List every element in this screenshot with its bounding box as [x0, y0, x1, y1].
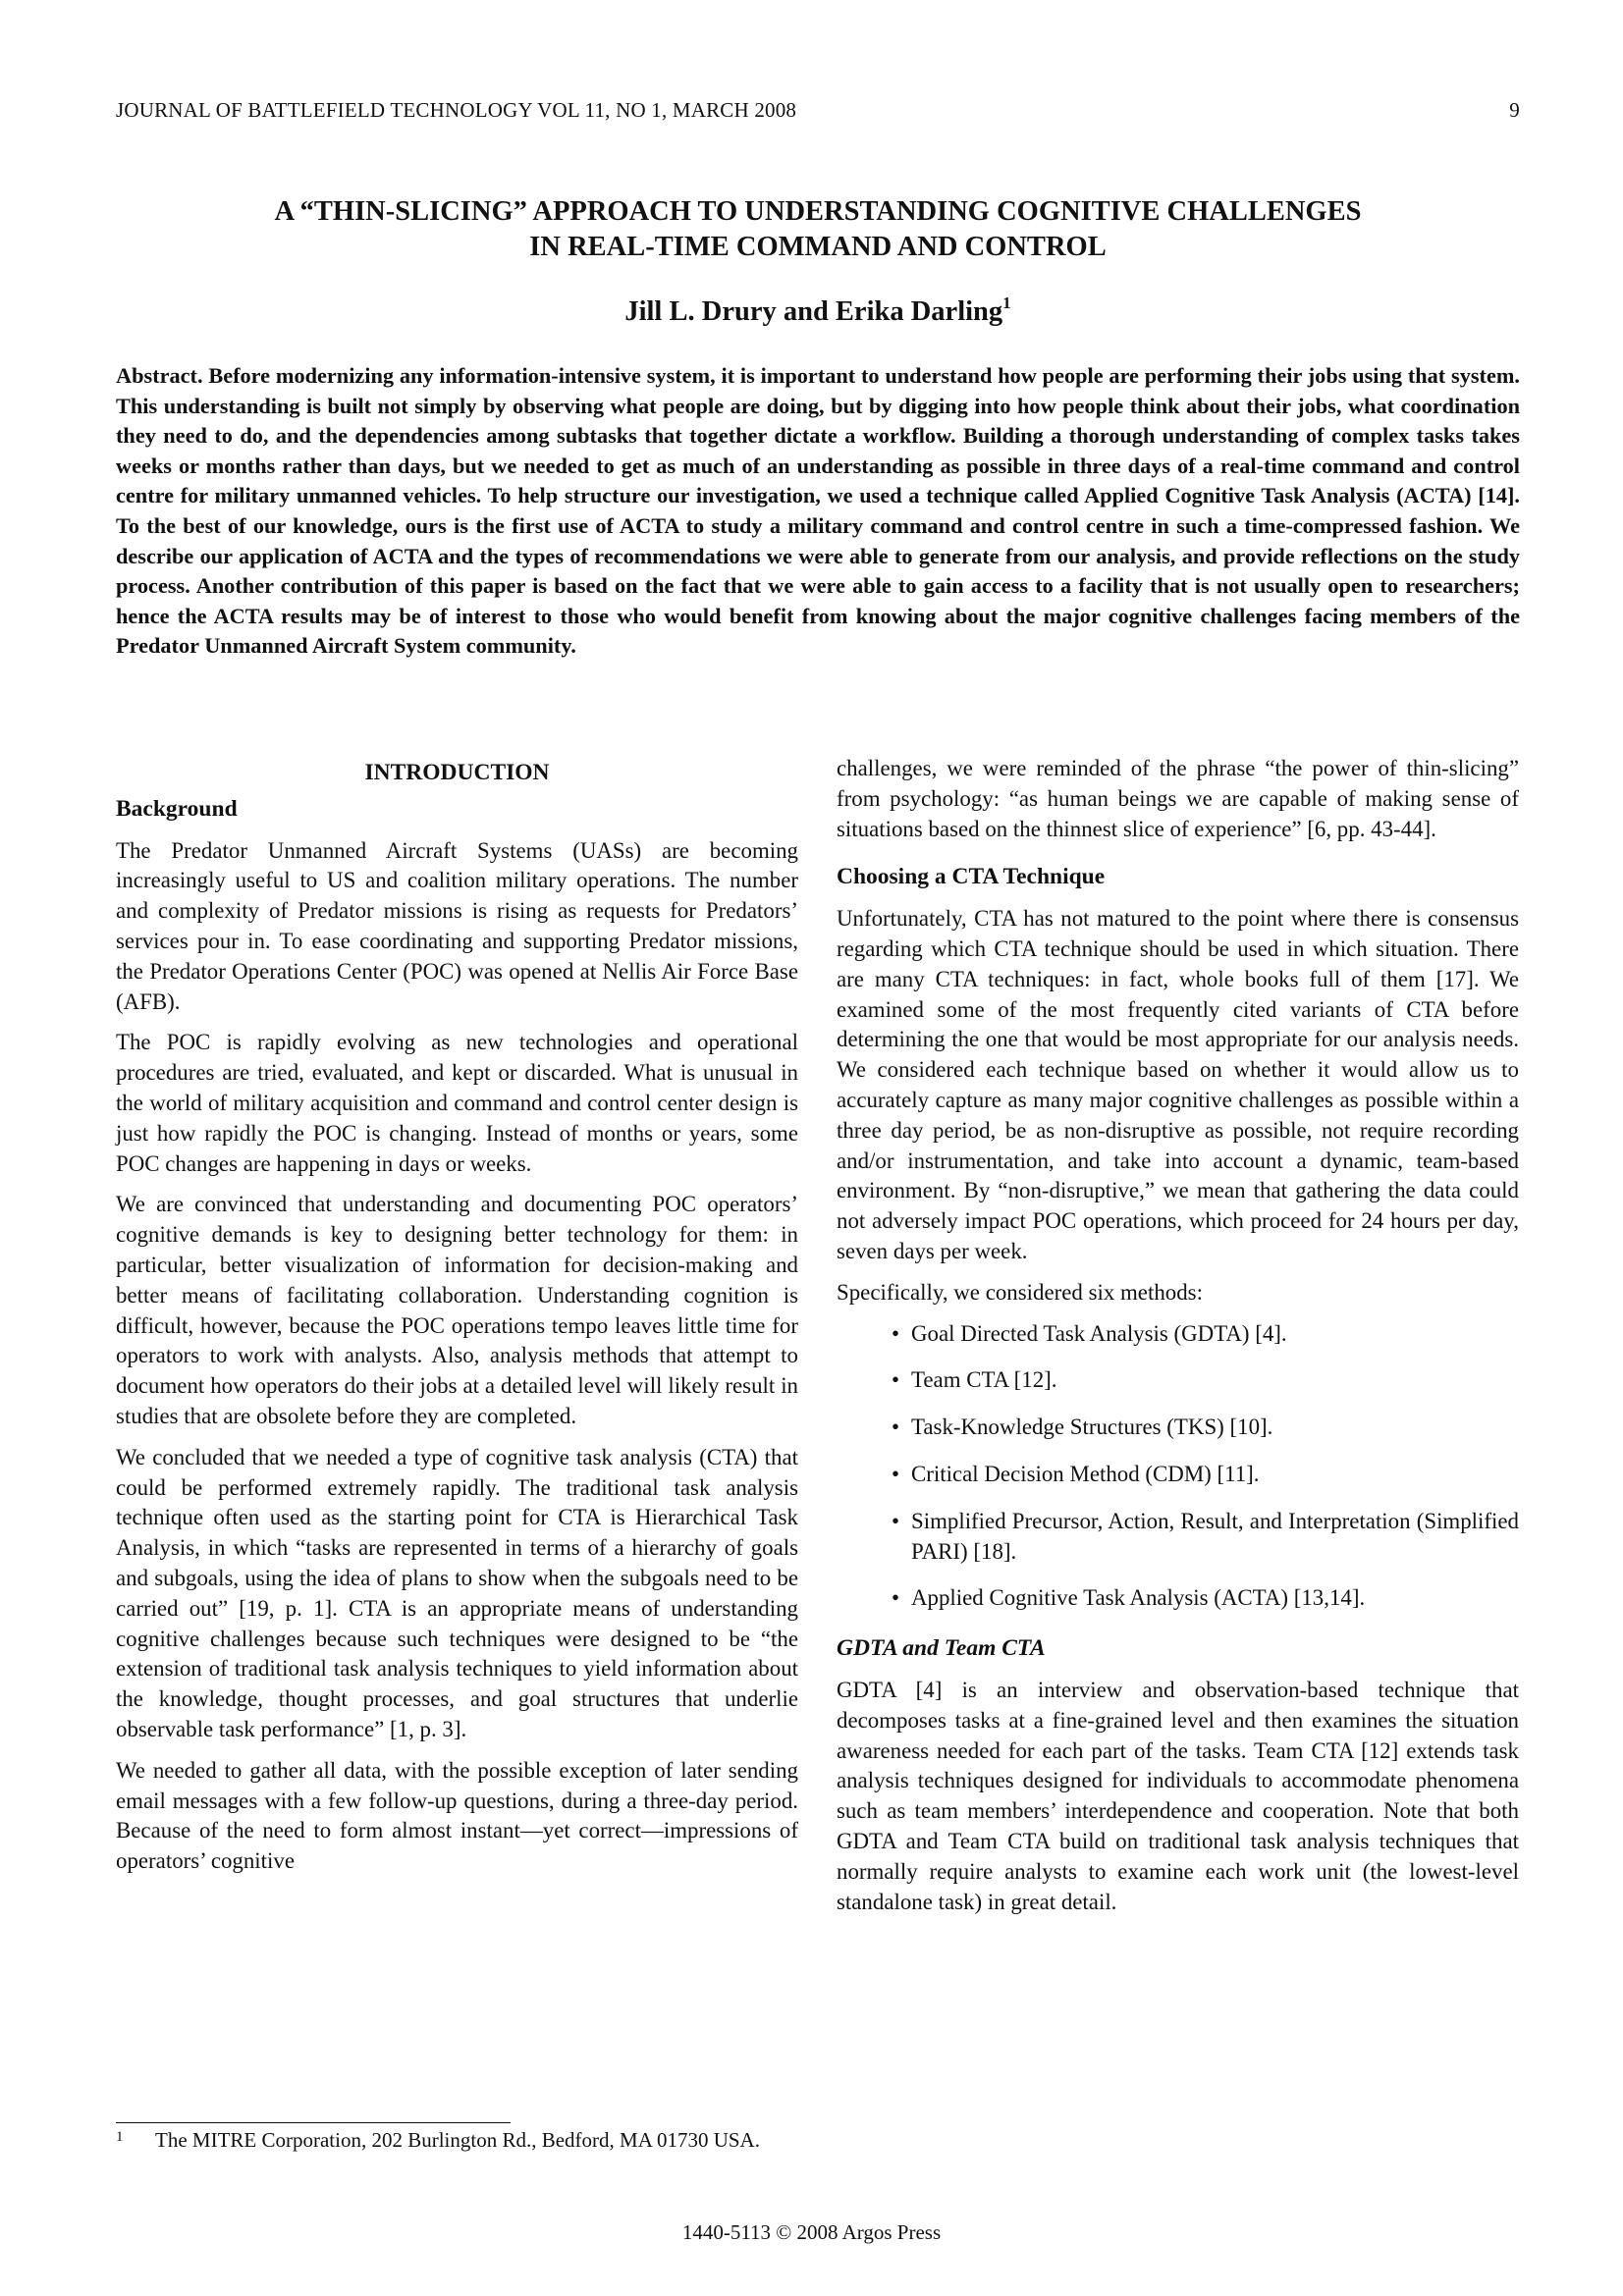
- bullet-icon: •: [892, 1461, 900, 1486]
- method-list: [837, 1319, 1519, 1615]
- journal-name: JOURNAL OF BATTLEFIELD TECHNOLOGY VOL 11, NO 1, MARCH 2008: [116, 98, 797, 122]
- paragraph: We are convinced that understanding and documenting POC operators’ cognitive demands is key to designing better technology for them: in particular, better visualization of information for decision-making and better means of facilitating collaboration. Understanding cognition is difficult, however, because the POC operations tempo leaves little time for operators to work with analysts. Also, analysis methods that attempt to document how operators do their jobs at a detailed level will likely result in studies that are obsolete before they are completed.: [116, 1192, 798, 1428]
- bullet-icon: •: [892, 1320, 900, 1346]
- page-number: 9: [1509, 98, 1520, 122]
- paper-title: [116, 194, 1520, 265]
- paragraph: GDTA [4] is an interview and observation-based technique that decomposes tasks at a fine-grained level and then examines the situation awareness needed for each part of the tasks. Team CTA [12] extends task analysis techniques designed for individuals to accommodate phenomena such as team members’ interdependence and cooperation. Note that both GDTA and Team CTA build on traditional task analysis techniques that normally require analysts to examine each work unit (the lowest-level standalone task) in great detail.: [837, 1677, 1519, 1914]
- list-item: [892, 1365, 1519, 1396]
- list-item: [892, 1319, 1519, 1350]
- author-names: Jill L. Drury and Erika Darling: [624, 296, 1003, 327]
- footnote: [116, 2128, 760, 2153]
- list-item-text: Goal Directed Task Analysis (GDTA) [4].: [911, 1320, 1287, 1346]
- subheading-gdta-team-cta: GDTA and Team CTA: [837, 1635, 1046, 1662]
- left-column: [116, 752, 798, 1888]
- section-heading-introduction: INTRODUCTION: [364, 760, 550, 785]
- bullet-icon: •: [892, 1415, 900, 1440]
- list-item-text: Critical Decision Method (CDM) [11].: [911, 1461, 1260, 1486]
- author-footnote-mark: 1: [1002, 294, 1011, 312]
- paragraph: Specifically, we considered six methods:: [837, 1279, 1203, 1305]
- paragraph: Unfortunately, CTA has not matured to the point where there is consensus regarding which CTA technique should be used in which situation. There are many CTA techniques: in fact, whole books full of them [17]. We examined some of the most frequently cited variants of CTA before determining the one that would be most appropriate for our analysis needs. We considered each technique based on whether it would allow us to accurately capture as many major cognitive challenges as possible within a three day period, be as non-disruptive as possible, not require recording and/or instrumentation, and take into account a dynamic, team-based environment. By “non-disruptive,” we mean that gathering the data could not adversely impact POC operations, which proceed for 24 hours per day, seven days per week.: [837, 906, 1519, 1263]
- paragraph: We needed to gather all data, with the possible exception of later sending email messages with a few follow-up questions, during a three-day period. Because of the need to form almost instant—yet correct—impressions of operators’ cognitive: [116, 1757, 798, 1874]
- paragraph: The Predator Unmanned Aircraft Systems (UASs) are becoming increasingly useful to US and coalition military operations. The number and complexity of Predator missions is rising as requests for Predators’ services pour in. To ease coordinating and supporting Predator missions, the Predator Operations Center (POC) was opened at Nellis Air Force Base (AFB).: [116, 837, 798, 1014]
- paragraph-continuation: challenges, we were reminded of the phrase “the power of thin-slicing” from psychology: “as human beings we are capable of making sense of situations based on the thinnest slice of experience” [6, pp. 43-44].: [837, 756, 1519, 841]
- running-header: [116, 98, 1520, 123]
- title-line-1: A “THIN-SLICING” APPROACH TO UNDERSTANDING COGNITIVE CHALLENGES: [274, 196, 1362, 227]
- list-item-text: Simplified Precursor, Action, Result, and Interpretation (Simplified PARI) [18].: [911, 1508, 1519, 1564]
- list-item-text: Team CTA [12].: [911, 1367, 1057, 1393]
- subheading-background: Background: [116, 795, 238, 822]
- list-item: [892, 1460, 1519, 1490]
- author-line: [116, 296, 1520, 328]
- title-line-2: IN REAL-TIME COMMAND AND CONTROL: [529, 232, 1107, 262]
- bullet-icon: •: [892, 1508, 900, 1533]
- copyright-line: 1440-5113 © 2008 Argos Press: [681, 2220, 942, 2244]
- list-item: [892, 1507, 1519, 1568]
- bullet-icon: •: [892, 1367, 900, 1393]
- footnote-text: The MITRE Corporation, 202 Burlington Rd., Bedford, MA 01730 USA.: [155, 2128, 760, 2152]
- list-item-text: Applied Cognitive Task Analysis (ACTA) [13,14].: [911, 1585, 1366, 1611]
- right-column: [837, 754, 1519, 1928]
- list-item: [892, 1583, 1519, 1614]
- list-item-text: Task-Knowledge Structures (TKS) [10].: [911, 1415, 1273, 1440]
- bullet-icon: •: [892, 1585, 900, 1611]
- footnote-divider: [116, 2122, 511, 2123]
- footnote-mark: 1: [116, 2129, 124, 2145]
- abstract: Abstract. Before modernizing any information-intensive system, it is important to understand how people are performing their jobs using that system. This understanding is built not simply by observing what people are doing, but by digging into how people think about their jobs, what coordination they need to do, and the dependencies among subtasks that together dictate a workflow. Building a thorough understanding of complex tasks takes weeks or months rather than days, but we needed to get as much of an understanding as possible in three days of a real-time command and control centre for military unmanned vehicles. To help structure our investigation, we used a technique called Applied Cognitive Task Analysis (ACTA) [14]. To the best of our knowledge, ours is the first use of ACTA to study a military command and control centre in such a time-compressed fashion. We describe our application of ACTA and the types of recommendations we were able to generate from our analysis, and provide reflections on the study process. Another contribution of this paper is based on the fact that we were able to gain access to a facility that is not usually open to researchers; hence the ACTA results may be of interest to those who would benefit from knowing about the major cognitive challenges facing members of the Predator Unmanned Aircraft System community.: [116, 363, 1520, 659]
- subheading-choosing-cta-technique: Choosing a CTA Technique: [837, 864, 1106, 890]
- paragraph: We concluded that we needed a type of cognitive task analysis (CTA) that could be performed extremely rapidly. The traditional task analysis technique often used as the starting point for CTA is Hierarchical Task Analysis, in which “tasks are represented in terms of a hierarchy of goals and subgoals, using the idea of plans to show when the subgoals need to be carried out” [19, p. 1]. CTA is an appropriate means of understanding cognitive challenges because such techniques were designed to be “the extension of traditional task analysis techniques to yield information about the knowledge, thought processes, and goal structures that underlie observable task performance” [1, p. 3].: [116, 1444, 798, 1741]
- list-item: [892, 1413, 1519, 1443]
- paragraph: The POC is rapidly evolving as new technologies and operational procedures are tried, evaluated, and kept or discarded. What is unusual in the world of military acquisition and command and control center design is just how rapidly the POC is changing. Instead of months or years, some POC changes are happening in days or weeks.: [116, 1030, 798, 1176]
